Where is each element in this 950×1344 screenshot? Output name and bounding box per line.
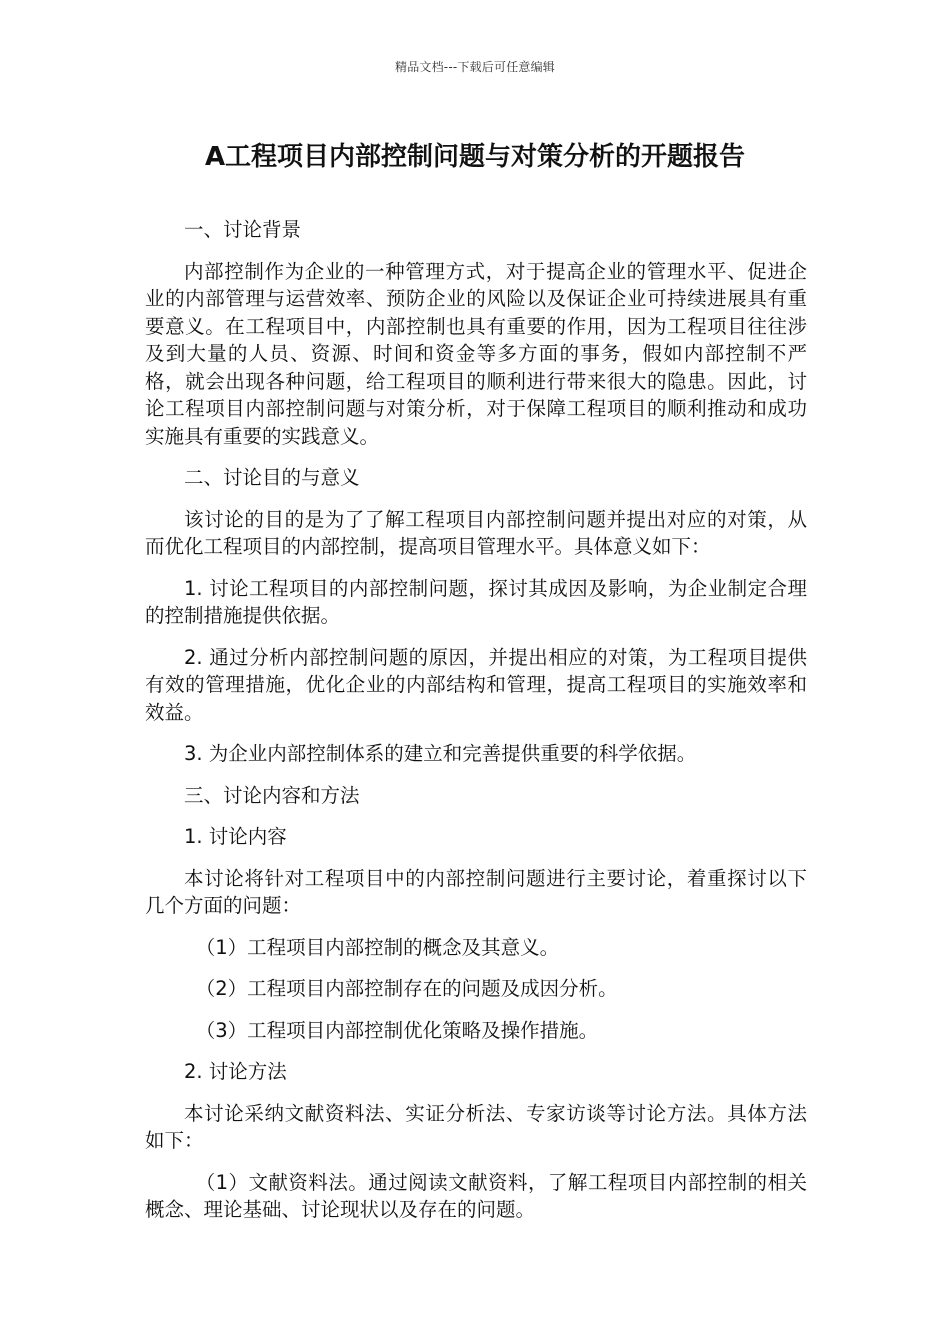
list-item-purpose-3: 3. 为企业内部控制体系的建立和完善提供重要的科学依据。: [184, 742, 697, 765]
header-note: 精品文档---下载后可任意编辑: [395, 60, 555, 74]
paragraph-method: 本讨论采纳文献资料法、实证分析法、专家访谈等讨论方法。具体方法如下：: [145, 1101, 807, 1152]
list-item-content-2: （2）工程项目内部控制存在的问题及成因分析。: [195, 977, 618, 1000]
section-heading-background: 一、讨论背景: [184, 218, 302, 241]
document-body: [145, 216, 807, 1238]
list-item-content-3: （3）工程项目内部控制优化策略及操作措施。: [195, 1018, 599, 1042]
list-item-purpose-2: 2. 通过分析内部控制问题的原因，并提出相应的对策，为工程项目提供有效的管理措施，优化企业的内部结构和管理，提高工程项目的实施效率和效益。: [145, 645, 807, 724]
subheading-method: 2. 讨论方法: [184, 1060, 287, 1083]
list-item-method-1: （1）文献资料法。通过阅读文献资料，了解工程项目内部控制的相关概念、理论基础、讨论现状以及存在的问题。: [145, 1170, 807, 1221]
paragraph-purpose: 该讨论的目的是为了了解工程项目内部控制问题并提出对应的对策，从而优化工程项目的内部控制，提高项目管理水平。具体意义如下：: [145, 507, 807, 558]
list-item-content-1: （1）工程项目内部控制的概念及其意义。: [195, 935, 560, 959]
document-title: A工程项目内部控制问题与对策分析的开题报告: [204, 142, 746, 172]
list-item-purpose-1: 1. 讨论工程项目的内部控制问题，探讨其成因及影响，为企业制定合理的控制措施提供依据。: [145, 576, 807, 627]
subheading-content: 1. 讨论内容: [184, 825, 287, 848]
paragraph-background: 内部控制作为企业的一种管理方式，对于提高企业的管理水平、促进企业的内部管理与运营效率、预防企业的风险以及保证企业可持续进展具有重要意义。在工程项目中，内部控制也具有重要的作用，因为工程项目往往涉及到大量的人员、资源、时间和资金等多方面的事务，假如内部控制不严格，就会出现各种问题，给工程项目的顺利进行带来很大的隐患。因此，讨论工程项目内部控制问题与对策分析，对于保障工程项目的顺利推动和成功实施具有重要的实践意义。: [145, 259, 807, 448]
section-heading-content-method: 三、讨论内容和方法: [184, 783, 360, 807]
paragraph-content: 本讨论将针对工程项目中的内部控制问题进行主要讨论，着重探讨以下几个方面的问题：: [145, 866, 807, 917]
section-heading-purpose: 二、讨论目的与意义: [184, 466, 360, 489]
